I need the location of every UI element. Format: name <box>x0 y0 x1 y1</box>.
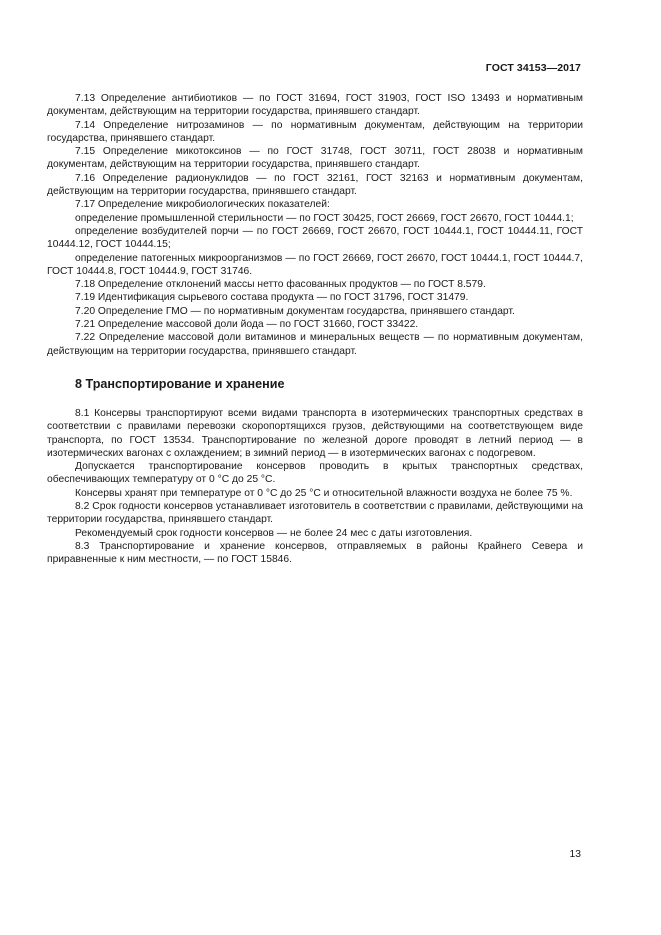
clause-8-1-storage: Консервы хранят при температуре от 0 °С до 25 °С и относительной влажности воздуха не более 75 %. <box>75 487 573 499</box>
clause-7-17-pathogens: определение патогенных микроорганизмов — по ГОСТ 26669, ГОСТ 26670, ГОСТ 10444.1, ГОСТ 10444.7, ГОСТ 10444.8, ГОСТ 10444.9, ГОСТ 31746. <box>47 252 583 277</box>
clause-7-22: 7.22 Определение массовой доли витаминов и минеральных веществ — по нормативным документам, действующим на территории государства, принявшего стандарт. <box>47 332 583 357</box>
clause-8-1: 8.1 Консервы транспортируют всеми видами транспорта в изотермических транспортных средствах в соответствии с правилами перевозки скоропортящихся грузов, действующими на соответствующем виде транспорта, по ГОСТ 13534. Транспортирование по железной дороге проводят в летний период — в изотермических вагонах с охлаждением; в зимний период — в изотермических вагонах с подогревом. <box>47 407 583 459</box>
document-body <box>47 92 583 567</box>
clause-7-14: 7.14 Определение нитрозаминов — по нормативным документам, действующим на территории государства, принявшего стандарт. <box>47 119 583 144</box>
clause-7-13: 7.13 Определение антибиотиков — по ГОСТ 31694, ГОСТ 31903, ГОСТ ISO 13493 и нормативным документам, действующим на территории государства, принявшего стандарт. <box>47 93 583 118</box>
page-number: 13 <box>569 849 581 860</box>
clause-7-16: 7.16 Определение радионуклидов — по ГОСТ 32161, ГОСТ 32163 и нормативным документам, действующим на территории государства, принявшего стандарт. <box>47 172 583 198</box>
clause-7-17-sterility: определение промышленной стерильности — по ГОСТ 30425, ГОСТ 26669, ГОСТ 26670, ГОСТ 10444.1; <box>75 212 574 224</box>
document-code-header: ГОСТ 34153—2017 <box>485 62 581 74</box>
section-8-heading: 8 Транспортирование и хранение <box>75 376 285 391</box>
clause-8-1-covered-transport: Допускается транспортирование консервов проводить в крытых транспортных средствах, обеспечивающих температуру от 0 °С до 25 °С. <box>47 461 583 486</box>
clause-7-21: 7.21 Определение массовой доли йода — по ГОСТ 31660, ГОСТ 33422. <box>75 319 419 331</box>
clause-7-17-spoilage: определение возбудителей порчи — по ГОСТ 26669, ГОСТ 26670, ГОСТ 10444.1, ГОСТ 10444.11, ГОСТ 10444.12, ГОСТ 10444.15; <box>47 225 583 251</box>
clause-7-18: 7.18 Определение отклонений массы нетто фасованных продуктов — по ГОСТ 8.579. <box>75 279 486 291</box>
clause-8-2-recommended: Рекомендуемый срок годности консервов — не более 24 мес с даты изготовления. <box>75 527 473 539</box>
clause-8-3: 8.3 Транспортирование и хранение консервов, отправляемых в районы Крайнего Севера и приравненные к ним местности, — по ГОСТ 15846. <box>47 540 583 566</box>
clause-7-15: 7.15 Определение микотоксинов — по ГОСТ 31748, ГОСТ 30711, ГОСТ 28038 и нормативным документам, действующим на территории государства, принявшего стандарт. <box>47 146 583 171</box>
clause-7-17: 7.17 Определение микробиологических показателей: <box>75 199 330 211</box>
clause-8-2: 8.2 Срок годности консервов устанавливает изготовитель в соответствии с правилами, действующими на территории государства, принявшего стандарт. <box>47 501 583 526</box>
clause-7-20: 7.20 Определение ГМО — по нормативным документам государства, принявшего стандарт. <box>75 305 515 317</box>
clause-7-19: 7.19 Идентификация сырьевого состава продукта — по ГОСТ 31796, ГОСТ 31479. <box>75 292 469 304</box>
